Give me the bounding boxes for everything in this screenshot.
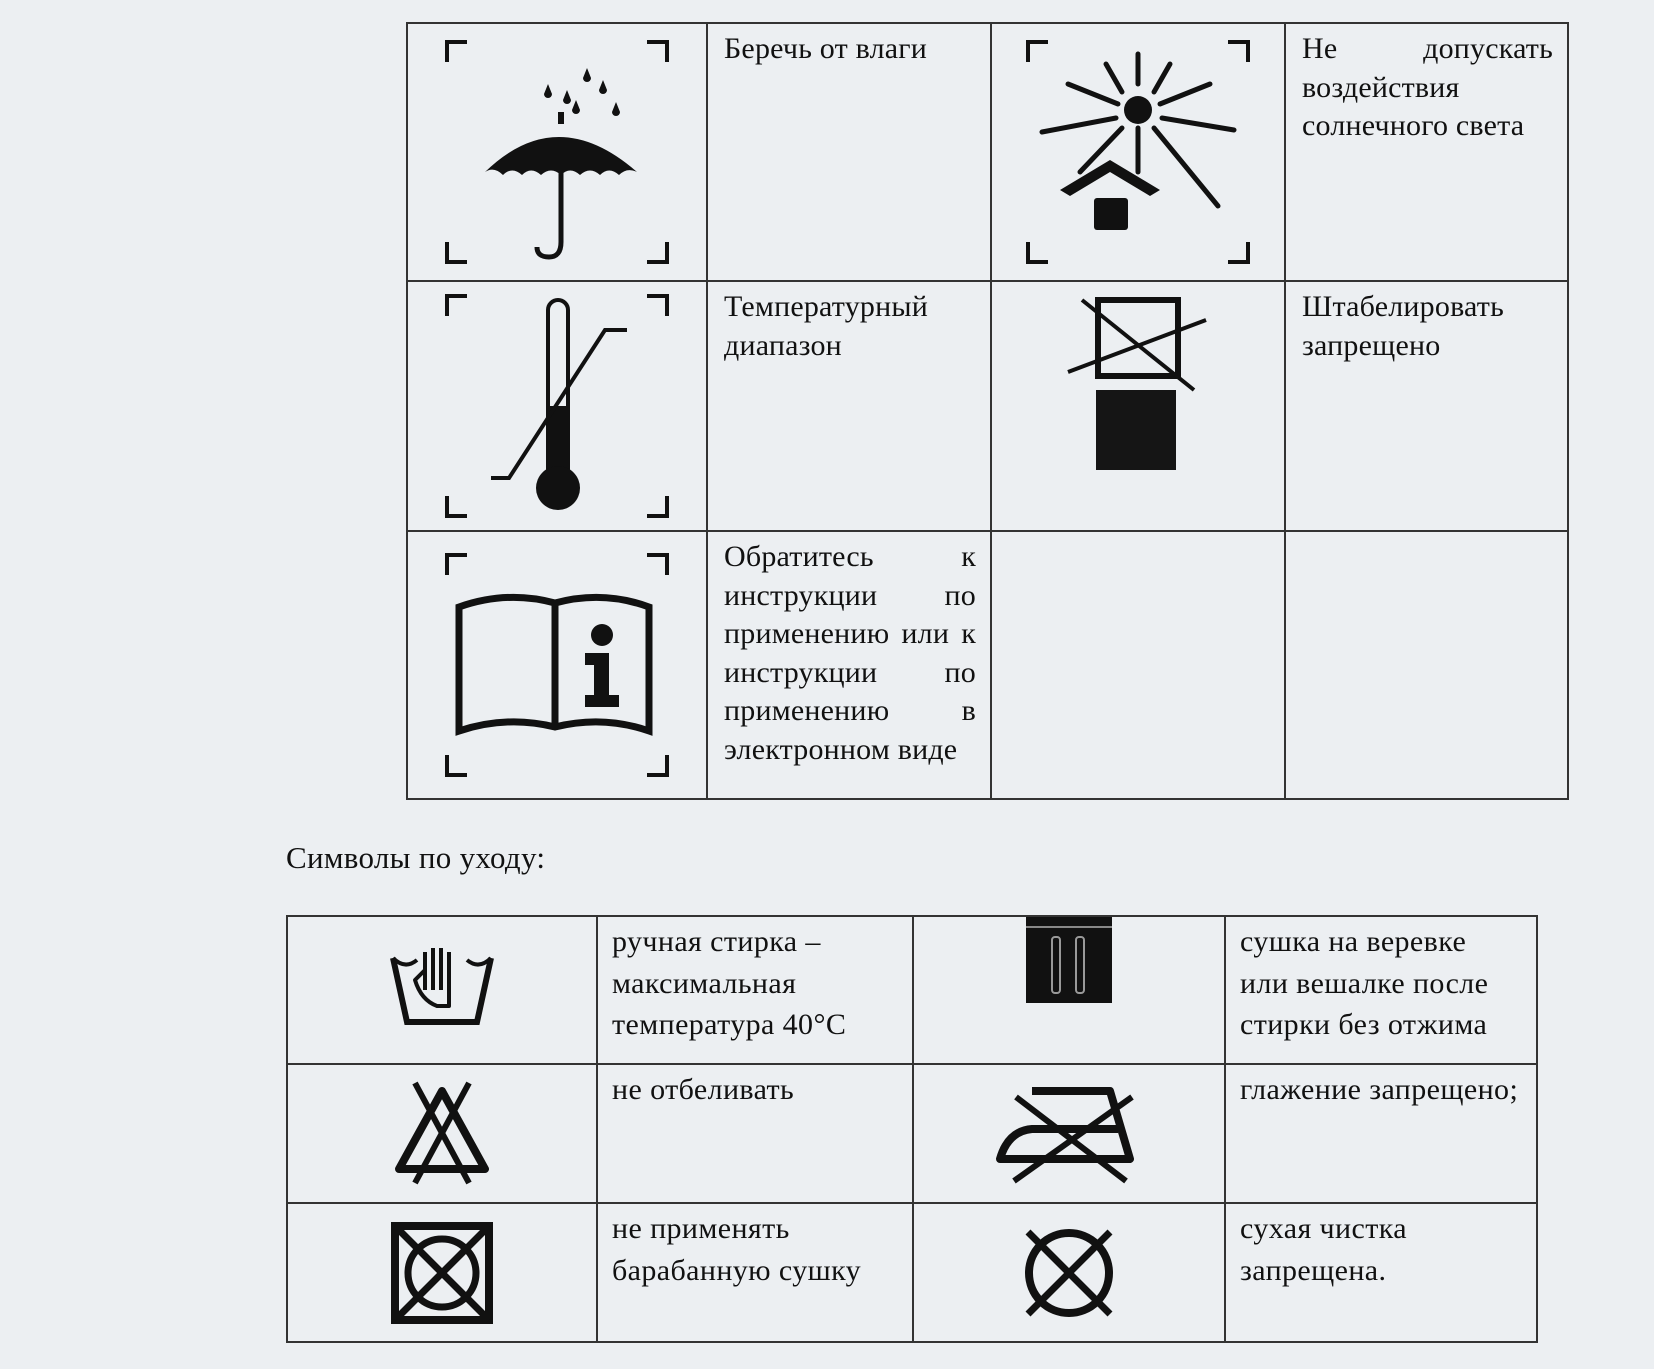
- empty-cell: [991, 531, 1285, 799]
- empty-cell: [1285, 531, 1568, 799]
- icon-cell: [287, 916, 597, 1064]
- instructions-book-icon: [437, 545, 677, 785]
- no-tumble-dry-icon: [387, 1218, 497, 1328]
- sunlight-icon: [1018, 32, 1258, 272]
- care-label-no-bleach: не отбеливать: [597, 1064, 913, 1203]
- icon-cell: [407, 281, 707, 531]
- icon-cell: [991, 23, 1285, 281]
- no-dry-clean-icon: [1014, 1218, 1124, 1328]
- no-iron-icon: [994, 1079, 1144, 1189]
- storage-label-no-stacking: Штабелировать запрещено: [1285, 281, 1568, 531]
- no-bleach-icon: [387, 1079, 497, 1189]
- care-symbols-table: [286, 915, 1538, 1343]
- thermometer-icon: [437, 286, 677, 526]
- table-row: [287, 1064, 1537, 1203]
- storage-label-sunlight: Не допускать воздействия солнечного света: [1285, 23, 1568, 281]
- care-label-no-dry-clean: сухая чистка запрещена.: [1225, 1203, 1537, 1342]
- storage-label-moisture: Беречь от влаги: [707, 23, 991, 281]
- icon-cell: [407, 531, 707, 799]
- storage-label-temperature: Температурный диапазон: [707, 281, 991, 531]
- umbrella-icon: [437, 32, 677, 272]
- hand-wash-icon: [387, 940, 497, 1040]
- icon-cell: [407, 23, 707, 281]
- drip-dry-icon: [1024, 917, 1114, 1007]
- storage-symbols-table: [406, 22, 1569, 800]
- icon-cell: [287, 1064, 597, 1203]
- icon-cell: [913, 916, 1225, 1064]
- care-label-no-tumble-dry: не применять барабанную сушку: [597, 1203, 913, 1342]
- table-row: [407, 281, 1568, 531]
- table-row: [287, 916, 1537, 1064]
- no-stacking-icon: [1018, 286, 1258, 526]
- icon-cell: [991, 281, 1285, 531]
- table-row: [407, 23, 1568, 281]
- care-label-no-iron: глажение запрещено;: [1225, 1064, 1537, 1203]
- icon-cell: [913, 1203, 1225, 1342]
- icon-cell: [287, 1203, 597, 1342]
- table-row: [287, 1203, 1537, 1342]
- table-row: [407, 531, 1568, 799]
- care-heading: Символы по уходу:: [286, 840, 546, 875]
- care-label-drip-dry: сушка на веревке или вешалке после стирки без отжима: [1225, 916, 1537, 1064]
- care-label-hand-wash: ручная стирка – максимальная температура 40°C: [597, 916, 913, 1064]
- storage-label-instructions: Обратитесь к инструкции по применению или к инструкции по применению в электронном виде: [707, 531, 991, 799]
- icon-cell: [913, 1064, 1225, 1203]
